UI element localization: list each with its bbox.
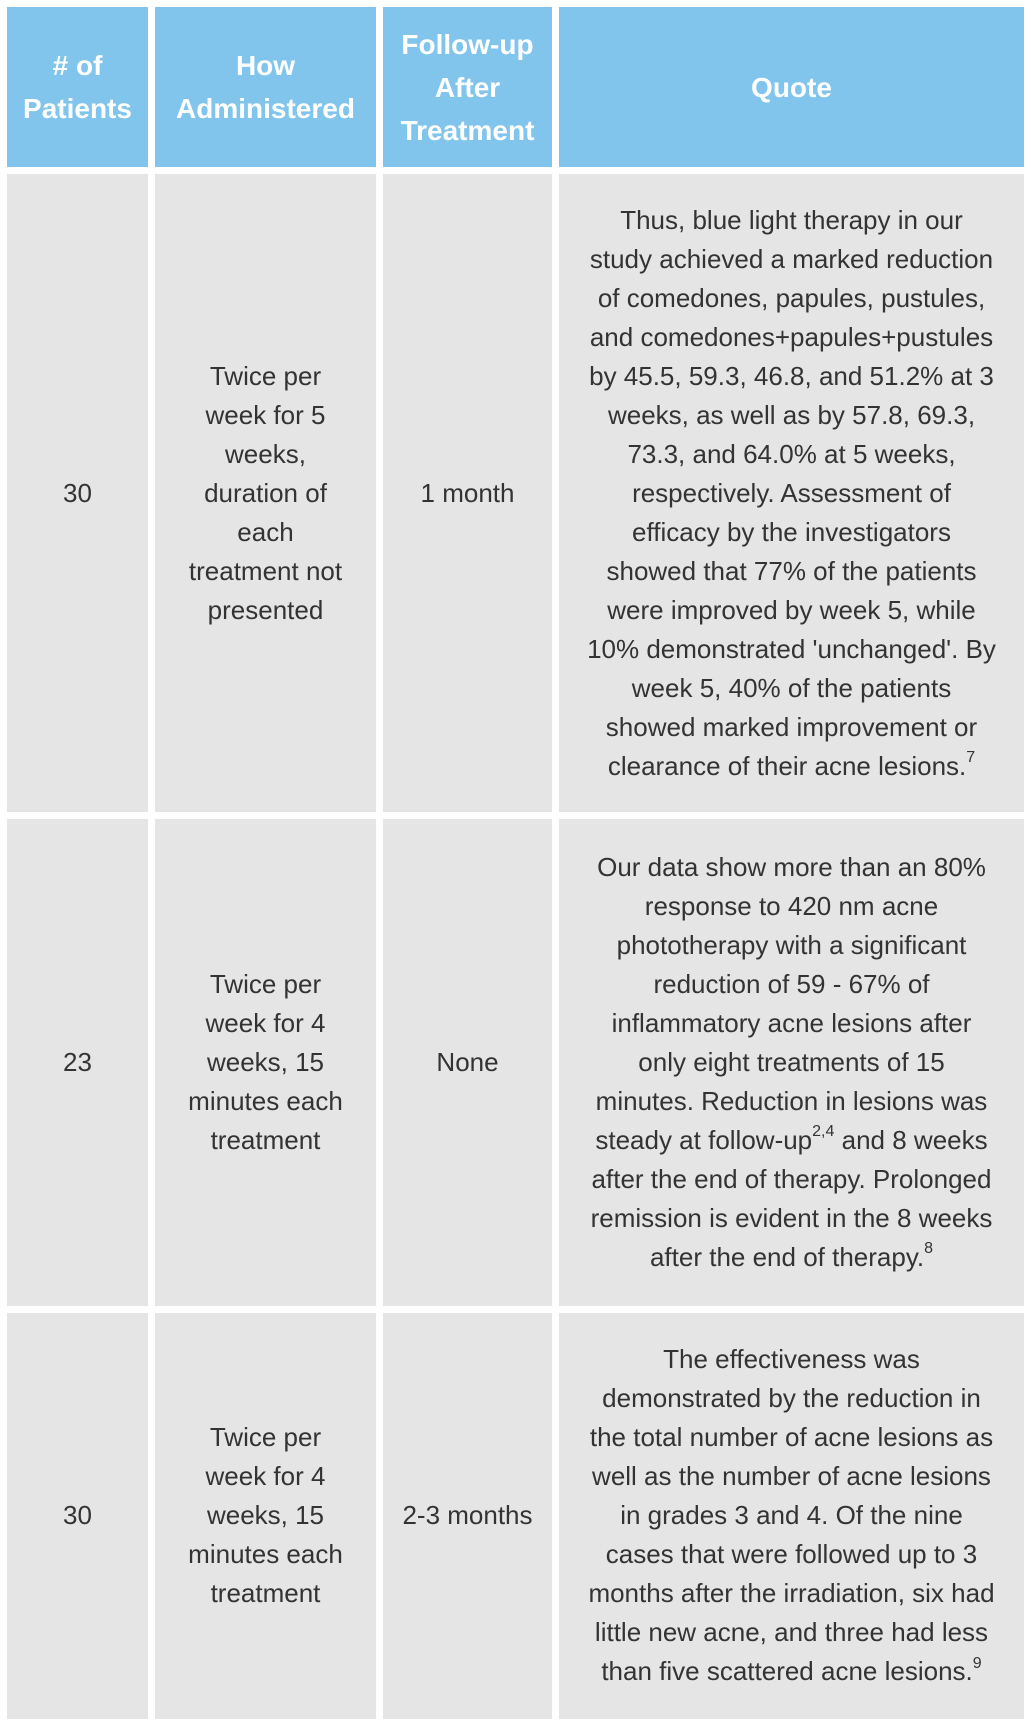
quote-text: Thus, blue light therapy in our study achieved a marked reduction of comedones, papules, pustules, and comedones+papules+pustules by 45.5, 59.3, 46.8, and 51.2% at 3 weeks, as well as by 57.8, 69.3, 73.3, and 64.0% at 5 weeks, respectively. Assessment of efficacy by the investigators showed that 77% of the patients were improved by week 5, while 10% demonstrated 'unchanged'. By week 5, 40% of the patients showed marked improvement or clearance of their acne lesions. — [587, 204, 996, 781]
cell-followup — [383, 174, 552, 812]
followup-value: 1 month — [420, 477, 515, 508]
header-followup-line2: After — [434, 71, 501, 103]
cell-quote — [559, 174, 1024, 812]
header-quote-line1: Quote — [751, 71, 832, 103]
administered-value: Twice per week for 4 weeks, 15 minutes each treatment — [188, 968, 343, 1155]
header-followup-line3: Treatment — [400, 114, 535, 146]
table-row — [7, 174, 1024, 812]
cell-quote — [559, 1313, 1024, 1719]
header-administered-line2: Administered — [176, 93, 355, 124]
header-followup-line1: Follow-up — [401, 28, 534, 60]
quote-reference: 9 — [972, 1654, 982, 1672]
cell-patients — [7, 819, 148, 1306]
header-row — [7, 7, 1024, 167]
quote-reference: 7 — [966, 748, 976, 766]
cell-patients — [7, 1313, 148, 1719]
cell-administered — [155, 819, 376, 1306]
administered-value: Twice per week for 4 weeks, 15 minutes each treatment — [188, 1422, 343, 1609]
header-administered-line1: How — [235, 50, 296, 81]
followup-value: 2-3 months — [402, 1500, 533, 1531]
patients-value: 30 — [63, 477, 92, 508]
table-row — [7, 1313, 1024, 1719]
table-row — [7, 819, 1024, 1306]
header-patients-line2: Patients — [23, 93, 132, 124]
cell-followup — [383, 1313, 552, 1719]
quote-text: The effectiveness was demonstrated by the reduction in the total number of acne lesions as well as the number of acne lesions in grades 3 and 4. Of the nine cases that were followed up to 3 months after the irradiation, six had little new acne, and three had less than five scattered acne lesions. — [588, 1344, 995, 1687]
quote-text-part2: and 8 weeks after the end of therapy. Prolonged remission is evident in the 8 weeks after the end of therapy. — [590, 1124, 993, 1272]
header-quote — [559, 7, 1024, 167]
header-administered — [155, 7, 376, 167]
followup-value: None — [436, 1046, 499, 1077]
patients-value: 30 — [63, 1500, 92, 1531]
cell-patients — [7, 174, 148, 812]
cell-administered — [155, 174, 376, 812]
cell-administered — [155, 1313, 376, 1719]
cell-quote — [559, 819, 1024, 1306]
quote-reference: 8 — [924, 1240, 934, 1258]
patients-value: 23 — [63, 1046, 92, 1077]
header-patients — [7, 7, 148, 167]
header-patients-line1: # of — [52, 50, 103, 81]
administered-value: Twice per week for 5 weeks, duration of each treatment not presented — [188, 360, 343, 625]
quote-inline-reference: 2,4 — [812, 1123, 835, 1141]
cell-followup — [383, 819, 552, 1306]
quote-text-part1: Our data show more than an 80% response to 420 nm acne phototherapy with a significant reduction of 59 - 67% of inflammatory acne lesions after only eight treatments of 15 minutes. Reduction in lesions was steady at follow-up — [595, 851, 988, 1155]
header-followup — [383, 7, 552, 167]
